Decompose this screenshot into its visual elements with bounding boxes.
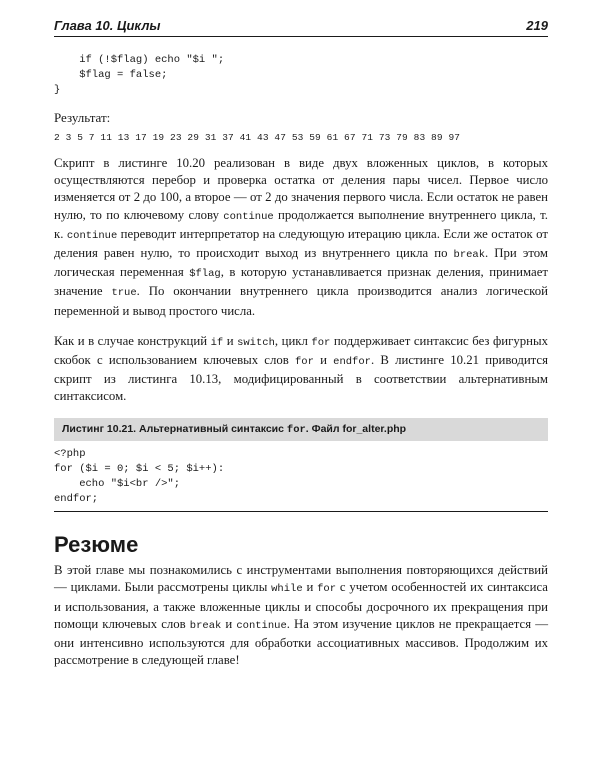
running-header bbox=[54, 18, 548, 37]
inline-code: continue bbox=[223, 210, 274, 223]
paragraph-explanation: Скрипт в листинге 10.20 реализован в виде двух вложенных циклов, в которых осуществляются перебор и проверка остатка от деления пары чисел. Первое число изменяется от 2 до 100, а второе — от 2 до значения первого числа. Если остаток не равен нулю, то по ключевому слову continue продолжается выполнение внутреннего цикла, т. к. continue переводит интерпретатор на следующую итерацию цикла. Если же остаток от деления равен нулю, то происходит выход из внутреннего цикла по break. При этом логическая переменная $flag, в которую устанавливается признак деления, принимает значение true. По окончании внутреннего цикла производится анализ логической переменной и вывод простого числа. bbox=[54, 156, 549, 318]
inline-code: break bbox=[189, 619, 222, 632]
result-label: Результат: bbox=[54, 110, 111, 125]
inline-code: continue bbox=[66, 229, 118, 242]
code-fragment-top: if (!$flag) echo "$i "; $flag = false; } bbox=[54, 54, 225, 96]
paragraph-summary: В этой главе мы познакомились с инструментами выполнения повторяющихся действий — циклами. Были рассмотрены циклы while и for с учетом особенностей их синтаксиса и использования, а также вложенные циклы и способы досрочного их прекращения при помощи ключевых слов break и continue. На этом изучение циклов не прекращается — они интенсивно используются для обработки ассоциативных массивов. Продолжим их рассмотрение в следующей главе! bbox=[54, 563, 548, 668]
chapter-title: Глава 10. Циклы bbox=[54, 18, 161, 33]
inline-code: for bbox=[295, 355, 314, 368]
inline-code: endfor bbox=[333, 355, 371, 368]
inline-code: for bbox=[311, 336, 331, 349]
section-heading: Резюме bbox=[54, 532, 139, 558]
book-page bbox=[54, 18, 548, 682]
inline-code: continue bbox=[236, 619, 287, 632]
inline-code: for bbox=[317, 583, 337, 596]
listing-title: Листинг 10.21. Альтернативный синтаксис for. Файл for_alter.php bbox=[54, 418, 548, 441]
inline-code: while bbox=[271, 583, 303, 596]
page-number: 219 bbox=[526, 18, 548, 33]
listing-code: <?php for ($i = 0; $i < 5; $i++): echo "$i<br />"; endfor; bbox=[54, 448, 225, 506]
inline-code: if bbox=[210, 336, 224, 349]
inline-code: $flag bbox=[189, 268, 221, 281]
inline-code: true bbox=[111, 287, 137, 300]
listing-divider bbox=[54, 511, 548, 512]
inline-code: switch bbox=[237, 336, 275, 349]
inline-code: break bbox=[453, 249, 486, 262]
prime-numbers-output: 2 3 5 7 11 13 17 19 23 29 31 37 41 43 47 53 59 61 67 71 73 79 83 89 97 bbox=[54, 132, 461, 143]
paragraph-alternative-syntax: Как и в случае конструкций if и switch, цикл for поддерживает синтаксис без фигурных скобок с использованием ключевых слов for и endfor. В листинге 10.21 приводится скрипт из листинга 10.13, модифицированный в соответствии альтернативным синтаксисом. bbox=[54, 333, 549, 404]
